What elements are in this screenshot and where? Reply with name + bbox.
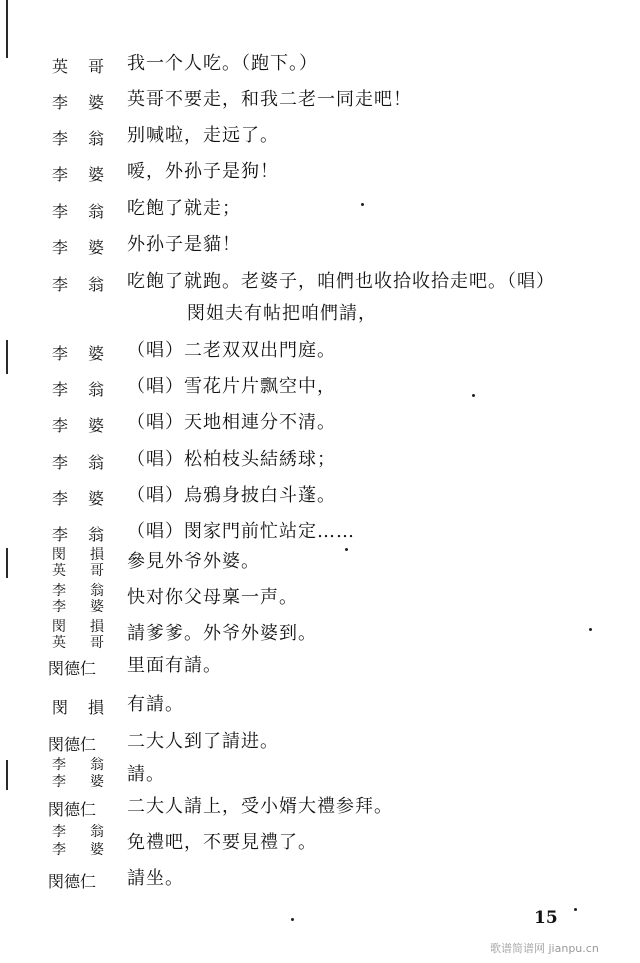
speaker-label: 閔德仁: [48, 800, 97, 819]
speaker-label: 李 翁: [52, 380, 104, 399]
speaker-label: 閔 損: [52, 619, 104, 635]
speaker-label: 李 婆: [52, 842, 104, 858]
dialogue-line: 有請。: [127, 694, 184, 715]
speaker-label: 英 哥: [52, 57, 104, 76]
scan-speck: [345, 548, 348, 551]
watermark: 歌谱简谱网 jianpu.cn: [490, 942, 599, 955]
dialogue-line: 二大人請上，受小婿大禮参拜。: [127, 796, 393, 817]
dialogue-line: 快对你父母稟一声。: [127, 587, 298, 608]
dialogue-line-continuation: 閔姐夫有帖把咱們請，: [187, 303, 377, 324]
dialogue-line: 二大人到了請进。: [127, 731, 279, 752]
speaker-label: 閔 損: [52, 698, 104, 717]
page-number: 15: [534, 908, 558, 928]
dialogue-line: 參見外爷外婆。: [127, 551, 260, 572]
dialogue-line: （唱）松柏枝头結綉球；: [127, 449, 336, 470]
speaker-label: 英 哥: [52, 635, 104, 651]
speaker-label: 閔 損: [52, 547, 104, 563]
dialogue-line: 别喊啦，走远了。: [127, 125, 279, 146]
dialogue-line: 請坐。: [127, 868, 184, 889]
speaker-label: 李 婆: [52, 774, 104, 790]
speaker-label: 李 翁: [52, 583, 104, 599]
speaker-label: 英 哥: [52, 563, 104, 579]
dialogue-line: （唱）二老双双出門庭。: [127, 340, 336, 361]
dialogue-line: （唱）烏鴉身披白斗蓬。: [127, 485, 336, 506]
scan-speck: [589, 628, 592, 631]
scan-speck: [472, 394, 475, 397]
dialogue-line: （唱）天地相連分不清。: [127, 412, 336, 433]
speaker-label: 李 婆: [52, 93, 104, 112]
dialogue-line: 英哥不要走，和我二老一同走吧！: [127, 89, 412, 110]
binding-edge: [6, 0, 9, 963]
speaker-label: 李 翁: [52, 275, 104, 294]
dialogue-line: 嗳，外孙子是狗！: [127, 161, 279, 182]
dialogue-line: 請爹爹。外爷外婆到。: [127, 623, 317, 644]
speaker-label: 閔德仁: [48, 659, 97, 678]
scan-speck: [291, 918, 294, 921]
speaker-label: 李 婆: [52, 344, 104, 363]
speaker-label: 李 婆: [52, 416, 104, 435]
dialogue-line: （唱）閔家門前忙站定……: [127, 521, 355, 542]
dialogue-line: 請。: [127, 764, 165, 785]
speaker-label: 李 婆: [52, 489, 104, 508]
speaker-label: 閔德仁: [48, 872, 97, 891]
speaker-label: 李 翁: [52, 824, 104, 840]
speaker-label: 李 翁: [52, 453, 104, 472]
dialogue-line: 吃飽了就走；: [127, 198, 241, 219]
speaker-label: 閔德仁: [48, 735, 97, 754]
speaker-label: 李 翁: [52, 525, 104, 544]
speaker-label: 李 婆: [52, 165, 104, 184]
dialogue-line: 外孙子是貓！: [127, 234, 241, 255]
speaker-label: 李 翁: [52, 757, 104, 773]
speaker-label: 李 翁: [52, 129, 104, 148]
scan-speck: [361, 203, 364, 206]
scan-speck: [574, 908, 577, 911]
dialogue-line: 吃飽了就跑。老婆子，咱們也收拾收拾走吧。（唱）: [127, 271, 555, 292]
dialogue-line: 里面有請。: [127, 655, 222, 676]
dialogue-line: 免禮吧，不要見禮了。: [127, 832, 317, 853]
dialogue-line: （唱）雪花片片飘空中，: [127, 376, 336, 397]
speaker-label: 李 婆: [52, 599, 104, 615]
dialogue-line: 我一个人吃。（跑下。）: [127, 53, 318, 74]
speaker-label: 李 婆: [52, 238, 104, 257]
speaker-label: 李 翁: [52, 202, 104, 221]
